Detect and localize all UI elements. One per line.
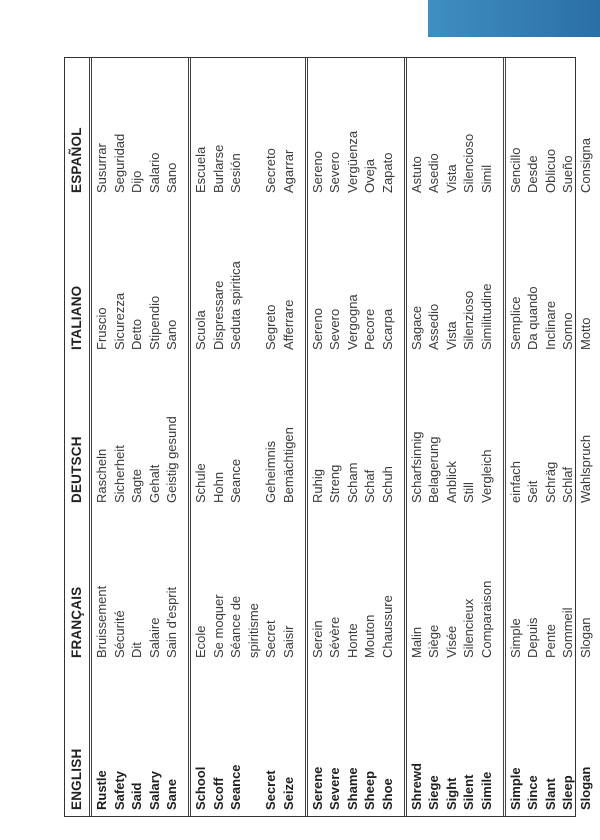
cell-spanish: Agarrar — [281, 149, 296, 193]
table-row — [559, 58, 577, 816]
cell-english: Shame — [344, 767, 360, 810]
table-row — [280, 58, 298, 816]
cell-english: Scoff — [210, 777, 226, 810]
cell-french: Sévère — [327, 616, 343, 658]
cell-english: Siege — [426, 775, 442, 810]
table-row — [262, 58, 280, 816]
table-row — [507, 58, 525, 816]
cell-french: Sommeil — [560, 607, 576, 658]
header-italian: ITALIANO — [69, 285, 84, 350]
cell-english: Seize — [281, 776, 296, 810]
cell-french: Saisir — [281, 625, 296, 658]
cell-french: Malin — [408, 626, 424, 658]
rotated-table-content — [65, 58, 593, 816]
cell-french: Ecole — [193, 625, 208, 658]
column-headers — [65, 58, 89, 816]
cell-italian: Silenzioso — [461, 290, 477, 350]
cell-spanish: Silencioso — [461, 133, 477, 193]
cell-german: einfach — [507, 461, 523, 503]
group-divider — [404, 58, 407, 816]
cell-spanish: Astuto — [408, 156, 424, 193]
cell-english: Sheep — [362, 770, 378, 810]
cell-german: Schule — [193, 463, 208, 503]
group-divider — [305, 58, 308, 816]
cell-english: Sane — [164, 778, 180, 810]
table-row — [524, 58, 542, 816]
cell-french: Mouton — [362, 614, 378, 658]
cell-french: Salaire — [146, 617, 162, 658]
table-row — [344, 58, 362, 816]
table-row — [146, 58, 164, 816]
cell-french: Sain d'esprit — [164, 586, 180, 658]
cell-french: Bruissement — [94, 585, 109, 658]
cell-spanish: Consigna — [577, 138, 593, 193]
cell-german: Seance — [228, 458, 244, 503]
cell-spanish: Desde — [525, 155, 541, 193]
cell-german: Geistig gesund — [164, 416, 180, 503]
cell-english: Silent — [461, 774, 477, 810]
cell-english: Salary — [146, 770, 162, 810]
cell-french: Se moquer — [210, 594, 226, 658]
cell-spanish: Burlarse — [210, 144, 226, 193]
cell-german: Vergleich — [478, 449, 494, 503]
cell-italian: Vergogna — [344, 294, 360, 350]
cell-spanish: Sesión — [228, 153, 244, 193]
cell-french: Serein — [309, 620, 325, 658]
cell-english: Since — [525, 775, 541, 810]
cell-english: Severe — [327, 767, 343, 810]
cell-french: spiritisme — [245, 603, 261, 658]
cell-german: Wahlspruch — [577, 434, 593, 503]
cell-italian: Sicurezza — [111, 292, 127, 350]
cell-english: Rustle — [94, 770, 109, 810]
cell-italian: Da quando — [525, 286, 541, 350]
cell-italian: Vista — [443, 321, 459, 350]
cell-french: Honte — [344, 623, 360, 658]
table-row — [111, 58, 129, 816]
cell-english: Secret — [263, 770, 279, 810]
table-row — [227, 58, 245, 816]
cell-french: Siège — [426, 624, 442, 658]
header-french: FRANÇAIS — [69, 586, 84, 658]
cell-italian: Similitudine — [478, 283, 494, 350]
translation-table — [64, 57, 593, 817]
cell-german: Seit — [525, 480, 541, 503]
cell-german: Still — [461, 482, 477, 503]
cell-italian: Sagace — [408, 305, 424, 350]
cell-french: Silencieux — [461, 598, 477, 658]
cell-spanish: Dijo — [129, 170, 145, 193]
cell-german: Scharfsinnig — [408, 431, 424, 503]
cell-italian: Fruscio — [94, 307, 109, 350]
table-row — [361, 58, 379, 816]
cell-french: Pente — [542, 624, 558, 658]
cell-german: Sagte — [129, 469, 145, 503]
cell-german: Gehalt — [146, 464, 162, 503]
cell-german: Sicherheit — [111, 445, 127, 503]
cell-spanish: Sencillo — [507, 147, 523, 193]
table-row — [192, 58, 210, 816]
cell-english: Safety — [111, 770, 127, 810]
cell-german: Geheimnis — [263, 440, 279, 503]
cell-italian: Pecore — [362, 308, 378, 350]
cell-spanish: Sereno — [309, 151, 325, 193]
table-row — [408, 58, 426, 816]
table-row — [478, 58, 496, 816]
cell-italian: Motto — [577, 317, 593, 350]
cell-english: Simile — [478, 771, 494, 810]
cell-italian: Scuola — [193, 310, 208, 350]
cell-french: Secret — [263, 620, 279, 658]
cell-french: Comparaison — [478, 580, 494, 658]
cell-german: Belagerung — [426, 436, 442, 503]
cell-english: Seance — [228, 764, 244, 810]
cell-english: Shoe — [379, 778, 395, 810]
cell-italian: Sano — [164, 319, 180, 350]
cell-italian: Stipendio — [146, 295, 162, 350]
cell-german: Streng — [327, 464, 343, 503]
cell-italian: Dispressare — [210, 280, 226, 350]
table-row — [309, 58, 327, 816]
cell-german: Scham — [344, 462, 360, 503]
table-row — [245, 58, 263, 816]
cell-english: Sleep — [560, 775, 576, 810]
cell-spanish: Vista — [443, 164, 459, 193]
table-row — [425, 58, 443, 816]
cell-italian: Segreto — [263, 304, 279, 350]
cell-italian: Detto — [129, 318, 145, 350]
cell-english: Said — [129, 782, 145, 810]
cell-german: Anblick — [443, 461, 459, 503]
cell-german: Hohn — [210, 471, 226, 503]
table-row — [379, 58, 397, 816]
cell-english: Slant — [542, 778, 558, 810]
table-row — [163, 58, 181, 816]
table-row — [210, 58, 228, 816]
cell-english: Simple — [507, 767, 523, 810]
cell-italian: Assedio — [426, 303, 442, 350]
header-german: DEUTSCH — [69, 436, 84, 503]
cell-english: Shrewd — [408, 763, 424, 810]
cell-english: Slogan — [577, 766, 593, 810]
cell-english: Serene — [309, 766, 325, 810]
cell-english: School — [193, 766, 208, 810]
cell-spanish: Simil — [478, 164, 494, 193]
cell-german: Schlaf — [560, 466, 576, 503]
cell-french: Visée — [443, 625, 459, 658]
cell-spanish: Sano — [164, 162, 180, 193]
cell-italian: Inclinare — [542, 300, 558, 350]
cell-spanish: Seguridad — [111, 133, 127, 193]
header-tab-bar — [428, 0, 600, 37]
cell-french: Sécurité — [111, 610, 127, 658]
cell-italian: Semplice — [507, 296, 523, 350]
cell-german: Schuh — [379, 466, 395, 503]
cell-german: Schaf — [362, 469, 378, 503]
table-row — [326, 58, 344, 816]
cell-french: Séance de — [228, 595, 244, 658]
cell-french: Simple — [507, 618, 523, 658]
cell-spanish: Zapato — [379, 152, 395, 193]
cell-spanish: Severo — [327, 151, 343, 193]
cell-german: Rascheln — [94, 448, 109, 503]
group-divider — [89, 58, 92, 816]
table-row — [443, 58, 461, 816]
header-english: ENGLISH — [69, 748, 84, 810]
cell-italian: Sonno — [560, 312, 576, 350]
cell-french: Dit — [129, 642, 145, 658]
cell-french: Chaussure — [379, 595, 395, 658]
cell-spanish: Asedio — [426, 153, 442, 193]
cell-italian: Sereno — [309, 308, 325, 350]
cell-spanish: Vergüenza — [344, 130, 360, 193]
group-divider — [188, 58, 191, 816]
group-divider — [503, 58, 506, 816]
cell-spanish: Salario — [146, 152, 162, 193]
cell-spanish: Oveja — [362, 159, 378, 193]
table-row — [542, 58, 560, 816]
table-row — [460, 58, 478, 816]
cell-german: Bemächtigen — [281, 427, 296, 503]
header-spanish: ESPAÑOL — [69, 127, 84, 193]
cell-italian: Seduta spiritica — [228, 261, 244, 350]
table-row — [577, 58, 595, 816]
cell-spanish: Susurrar — [94, 143, 109, 193]
cell-italian: Severo — [327, 308, 343, 350]
cell-spanish: Secreto — [263, 148, 279, 193]
cell-spanish: Oblicuo — [542, 148, 558, 193]
cell-italian: Scarpa — [379, 308, 395, 350]
cell-german: Schräg — [542, 461, 558, 503]
cell-spanish: Escuela — [193, 146, 208, 193]
cell-italian: Afferrare — [281, 299, 296, 350]
cell-spanish: Sueño — [560, 155, 576, 193]
table-row — [128, 58, 146, 816]
cell-french: Slogan — [577, 617, 593, 658]
cell-french: Depuis — [525, 617, 541, 658]
table-row — [93, 58, 111, 816]
cell-german: Ruhig — [309, 469, 325, 503]
cell-english: Sight — [443, 777, 459, 810]
